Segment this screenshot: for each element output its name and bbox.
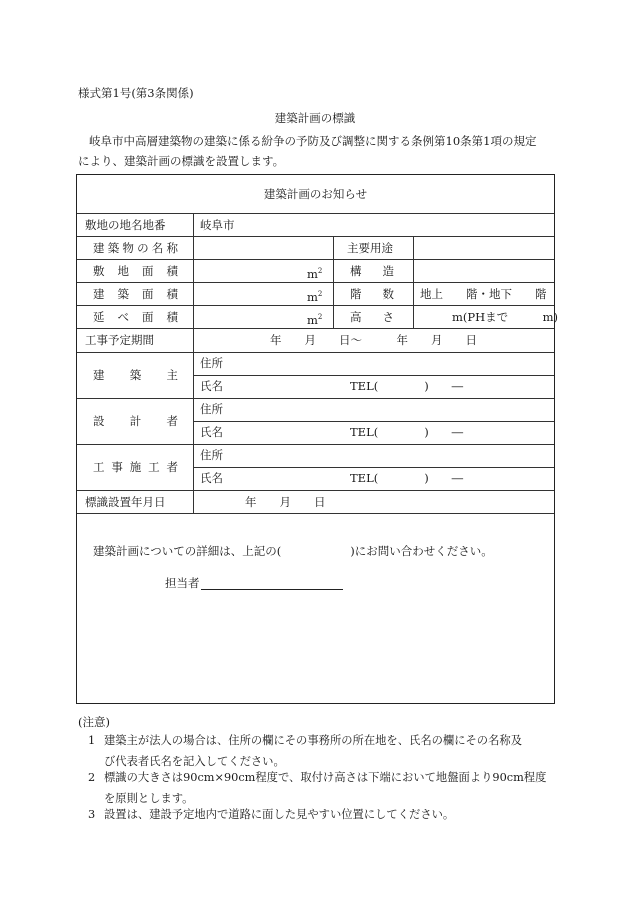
schedule-label: 工事予定期間: [85, 333, 154, 347]
note-number: 2: [88, 771, 96, 784]
building-area-unit: $m^2$: [307, 289, 323, 304]
posted-date-value: 年 月 日: [245, 495, 326, 509]
intro-line-2: により、建築計画の標識を設置します。: [78, 154, 285, 168]
building-area-label: 建 築 面 積: [93, 287, 178, 301]
owner-label: 建 築 主: [93, 368, 178, 382]
contact-person-label: 担当者: [165, 576, 200, 590]
inquiry-text: 建築計画についての詳細は、上記の( )にお問い合わせください。: [93, 544, 493, 558]
main-use-label: 主要用途: [347, 241, 393, 255]
note-line: を原則とします。: [104, 792, 194, 805]
note-line: 設置は、建設予定地内で道路に面した見やすい位置にしてください。: [104, 808, 455, 821]
divider: [77, 259, 554, 260]
intro-line-1: 岐阜市中高層建築物の建築に係る紛争の予防及び調整に関する条例第10条第1項の規定: [89, 134, 537, 148]
note-item: [88, 730, 562, 772]
divider: [77, 352, 554, 353]
contractor-tel: TEL( ) ―: [350, 471, 464, 485]
contractor-name-label: 氏名: [200, 471, 223, 485]
divider: [77, 213, 554, 214]
site-location-label: 敷地の地名地番: [85, 218, 166, 232]
divider: [77, 398, 554, 399]
schedule-value: 年 月 日～ 年 月 日: [270, 333, 477, 347]
sign-heading: 建築計画のお知らせ: [263, 187, 368, 201]
divider: [77, 282, 554, 283]
floors-label: 階 数: [350, 287, 394, 301]
divider: [77, 513, 554, 514]
note-line: 標識の大きさは90cm×90cm程度で、取付け高さは下端において地盤面より90cm程度: [104, 771, 547, 784]
note-item: [88, 804, 562, 825]
note-line: び代表者氏名を記入してください。: [104, 755, 285, 768]
divider: [77, 305, 554, 306]
site-location-value: 岐阜市: [200, 218, 235, 232]
owner-address-label: 住所: [200, 356, 223, 370]
site-area-unit: $m^2$: [307, 266, 323, 281]
notes-heading: (注意): [78, 715, 110, 729]
designer-name-label: 氏名: [200, 425, 223, 439]
note-number: 1: [88, 734, 96, 747]
posted-date-label: 標識設置年月日: [85, 495, 166, 509]
form-number: 様式第1号(第3条関係): [78, 86, 194, 100]
divider: [193, 421, 554, 422]
owner-name-label: 氏名: [200, 379, 223, 393]
designer-tel: TEL( ) ―: [350, 425, 464, 439]
site-area-label: 敷 地 面 積: [93, 264, 178, 278]
document-title: 建築計画の標識: [274, 111, 356, 125]
note-item: [88, 767, 562, 809]
divider: [193, 375, 554, 376]
note-number: 3: [88, 808, 96, 821]
height-label: 高 さ: [350, 310, 394, 324]
floor-area-label: 延 べ 面 積: [93, 310, 178, 324]
contractor-label: 工 事 施 工 者: [93, 460, 178, 474]
contractor-address-label: 住所: [200, 448, 223, 462]
divider: [77, 444, 554, 445]
notice-sign: [76, 174, 559, 704]
height-value: m(PHまで m): [452, 310, 559, 324]
divider: [333, 236, 334, 328]
divider: [77, 236, 554, 237]
floor-area-unit: $m^2$: [307, 312, 323, 327]
structure-label: 構 造: [350, 264, 394, 278]
contact-person-line: [201, 589, 343, 590]
floors-value: 地上 階・地下 階: [420, 287, 547, 301]
designer-label: 設 計 者: [93, 414, 178, 428]
divider: [193, 213, 194, 513]
divider: [193, 467, 554, 468]
owner-tel: TEL( ) ―: [350, 379, 464, 393]
building-name-label: 建 築 物 の 名 称: [93, 241, 178, 255]
divider: [77, 328, 554, 329]
divider: [77, 490, 554, 491]
divider: [413, 236, 414, 328]
designer-address-label: 住所: [200, 402, 223, 416]
note-line: 建築主が法人の場合は、住所の欄にその事務所の所在地を、氏名の欄にその名称及: [104, 734, 522, 747]
